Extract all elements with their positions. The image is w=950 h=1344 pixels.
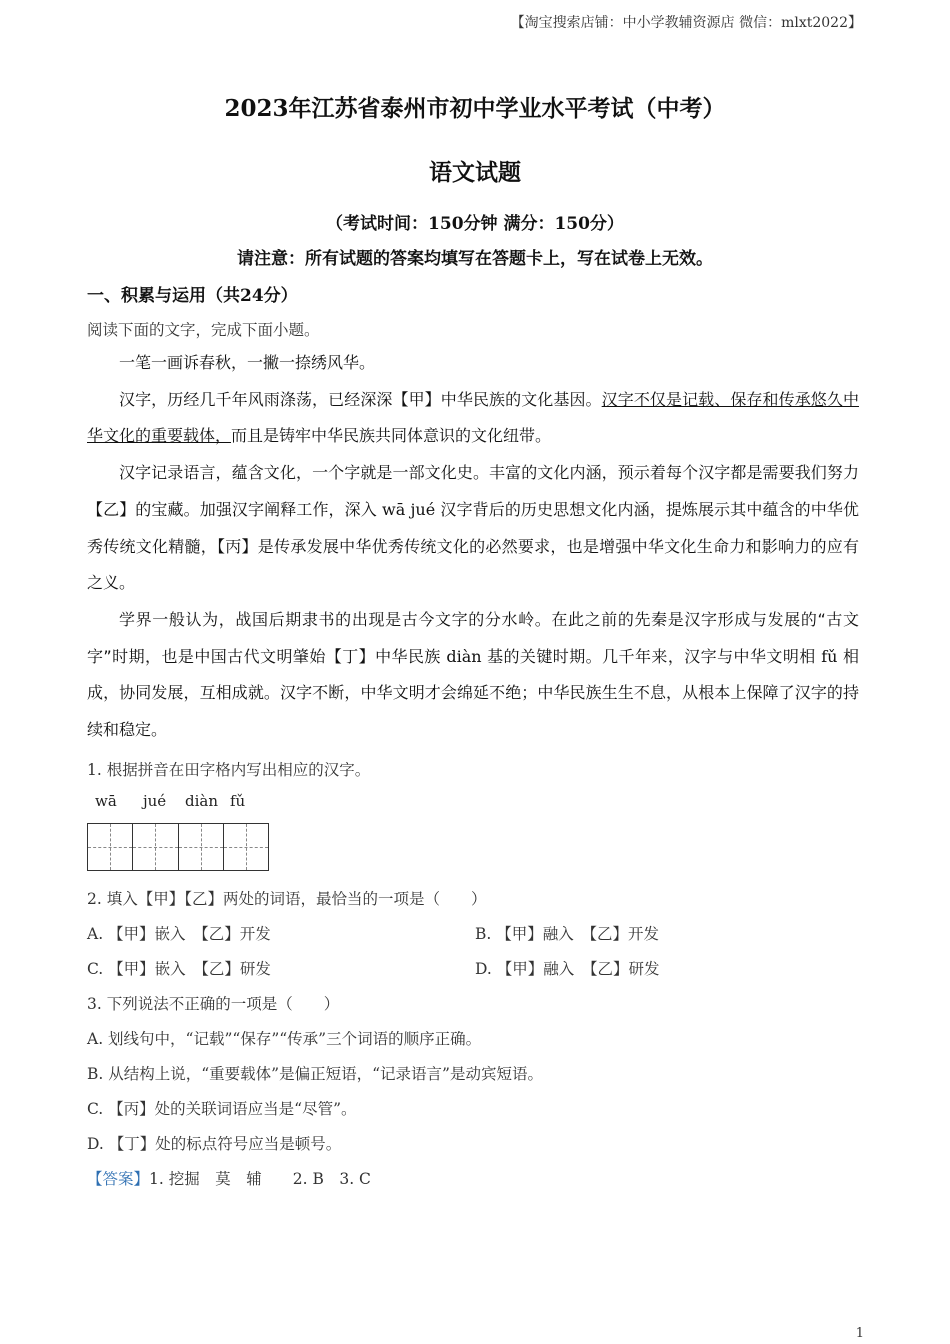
q2-option-c: C. 【甲】嵌入 【乙】研发 xyxy=(87,960,271,978)
q3-option-a: A. 划线句中，“记载”“保存”“传承”三个词语的顺序正确。 xyxy=(87,1030,482,1048)
pinyin-inline: fǔ xyxy=(815,646,843,666)
tianzige-cell[interactable] xyxy=(88,824,133,870)
question-2: 2. 填入【甲】【乙】两处的词语，最恰当的一项是（ ） xyxy=(87,890,487,908)
q2-option-b: B. 【甲】融入 【乙】开发 xyxy=(475,925,659,943)
section-heading: 一、积累与运用（共24分） xyxy=(87,286,298,306)
pinyin-label: fǔ xyxy=(230,792,246,810)
reading-instruction: 阅读下面的文字，完成下面小题。 xyxy=(87,321,320,339)
q3-option-b: B. 从结构上说，“重要载体”是偏正短语，“记录语言”是动宾短语。 xyxy=(87,1065,543,1083)
exam-title: 2023年江苏省泰州市初中学业水平考试（中考） xyxy=(224,95,726,122)
q2-option-a: A. 【甲】嵌入 【乙】开发 xyxy=(87,925,271,943)
passage-paragraph-3: 汉字记录语言，蕴含文化，一个字就是一部文化史。丰富的文化内涵，预示着每个汉字都是需要我们努力【乙】的宝藏。加强汉字阐释工作，深入 wā jué 汉字背后的历史思想文化内涵，提炼展示其中蕴含的中华优秀传统文化精髓，【丙】是传承发展中华优秀传统文化的必然要求，也是增强中华文化生命力和影响力的应有之义。 xyxy=(87,463,859,593)
underlined-sentence: 汉字不仅是记载、保存和传承悠久中华文化的重要载体， xyxy=(87,389,859,446)
passage-paragraph-2: 汉字，历经几千年风雨涤荡，已经深深【甲】中华民族的文化基因。汉字不仅是记载、保存和传承悠久中华文化的重要载体，而且是铸牢中华民族共同体意识的文化纽带。 xyxy=(87,389,859,446)
pinyin-inline: diàn xyxy=(440,646,488,666)
tianzige-cell[interactable] xyxy=(224,824,268,870)
header-note: 【淘宝搜索店铺：中小学教辅资源店 微信：mlxt2022】 xyxy=(510,15,862,31)
exam-info: （考试时间：150分钟 满分：150分） xyxy=(326,214,624,234)
answer-line xyxy=(87,1167,371,1189)
q3-option-c: C. 【丙】处的关联词语应当是“尽管”。 xyxy=(87,1100,357,1118)
tianzige-cell[interactable] xyxy=(133,824,178,870)
passage-paragraph-4: 学界一般认为，战国后期隶书的出现是古今文字的分水岭。在此之前的先秦是汉字形成与发展的“古文字”时期，也是中国古代文明肇始【丁】中华民族 diàn 基的关键时期。几千年来，汉字与中华文明相 fǔ 相成，协同发展，互相成就。汉字不断，中华文明才会绵延不绝；中华民族生生不息，从根本上保障了汉字的持续和稳定。 xyxy=(87,609,859,740)
pinyin-label: wā xyxy=(95,792,117,810)
q3-option-d: D. 【丁】处的标点符号应当是顿号。 xyxy=(87,1135,342,1153)
question-3: 3. 下列说法不正确的一项是（ ） xyxy=(87,995,340,1013)
reading-passage xyxy=(87,345,859,749)
answer-text: 1. 挖掘 莫 辅 2. B 3. C xyxy=(149,1170,371,1188)
exam-subtitle: 语文试题 xyxy=(429,159,521,186)
pinyin-inline: wā jué xyxy=(376,499,441,519)
pinyin-row xyxy=(0,792,950,812)
exam-notice: 请注意：所有试题的答案均填写在答题卡上，写在试卷上无效。 xyxy=(237,249,713,269)
answer-tag: 【答案】 xyxy=(87,1170,150,1188)
tianzige-cell[interactable] xyxy=(179,824,224,870)
tianzige-grid[interactable] xyxy=(87,823,269,871)
q2-option-d: D. 【甲】融入 【乙】研发 xyxy=(475,960,660,978)
question-1: 1. 根据拼音在田字格内写出相应的汉字。 xyxy=(87,761,371,779)
passage-paragraph-1: 一笔一画诉春秋，一撇一捺绣风华。 xyxy=(119,353,376,372)
pinyin-label: jué xyxy=(143,792,167,810)
page-number: 1 xyxy=(855,1326,864,1341)
pinyin-label: diàn xyxy=(185,792,219,810)
